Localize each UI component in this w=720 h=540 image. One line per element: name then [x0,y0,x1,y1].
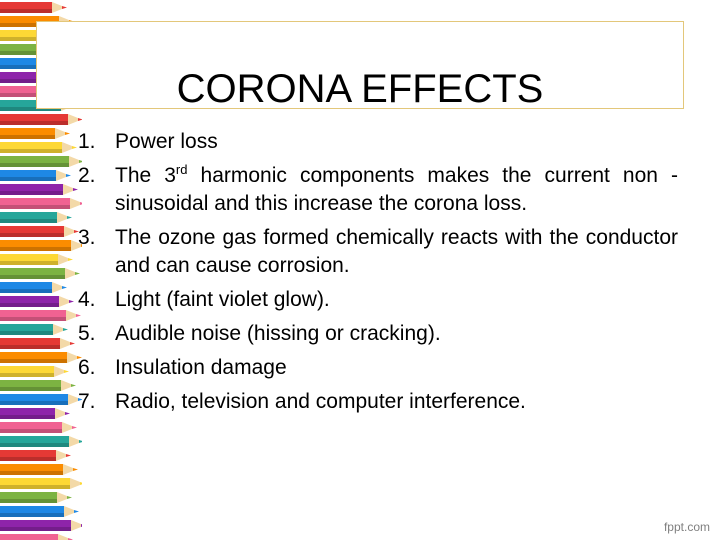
pencil [0,520,82,531]
item-text: The ozone gas formed chemically reacts with the conductor and can cause corrosion. [115,226,678,277]
pencil [0,170,71,181]
pencil [0,282,67,293]
pencil [0,212,72,223]
effects-list [78,128,678,422]
pencil [0,422,77,433]
list-item [78,286,678,314]
list-item [78,162,678,218]
pencil [0,408,70,419]
item-text: Radio, television and computer interference. [115,390,526,413]
pencil [0,450,71,461]
pencil [0,142,77,153]
pencil [0,156,82,167]
pencil [0,254,73,265]
item-text: Light (faint violet glow). [115,288,330,311]
pencil [0,128,70,139]
item-number: 1. [78,130,96,153]
pencil [0,2,67,13]
item-text: Power loss [115,130,218,153]
item-number: 7. [78,390,96,413]
pencil [0,506,79,517]
pencil [0,492,72,503]
list-item [78,224,678,280]
list-item [78,388,678,416]
item-text [115,162,678,218]
pencil [0,184,78,195]
slide-title: CORONA EFFECTS [176,67,544,111]
pencil [0,198,82,209]
pencil [0,352,82,363]
list-item [78,128,678,156]
pencil [0,240,82,251]
item-number: 6. [78,356,96,379]
pencil [0,296,74,307]
item-text-part: harmonic components makes the current non -sinusoidal and this increase the corona loss. [115,164,679,215]
ordinal-superscript: rd [175,162,188,177]
item-text: Audible noise (hissing or cracking). [115,322,441,345]
pencil [0,380,76,391]
list-item [78,320,678,348]
item-number: 3. [78,226,96,249]
item-number: 5. [78,322,96,345]
item-text-part: The 3 [115,164,176,187]
pencil [0,338,75,349]
pencil [0,310,81,321]
pencil [0,534,73,540]
item-number: 4. [78,288,96,311]
title-box [36,21,684,109]
pencil [0,436,82,447]
pencil [0,394,82,405]
item-number: 2. [78,164,96,187]
item-text: Insulation damage [115,356,287,379]
pencil [0,366,69,377]
pencil [0,226,79,237]
pencil [0,268,80,279]
pencil [0,478,82,489]
list-item [78,354,678,382]
pencil [0,464,78,475]
watermark: fppt.com [663,520,710,534]
pencil [0,324,68,335]
